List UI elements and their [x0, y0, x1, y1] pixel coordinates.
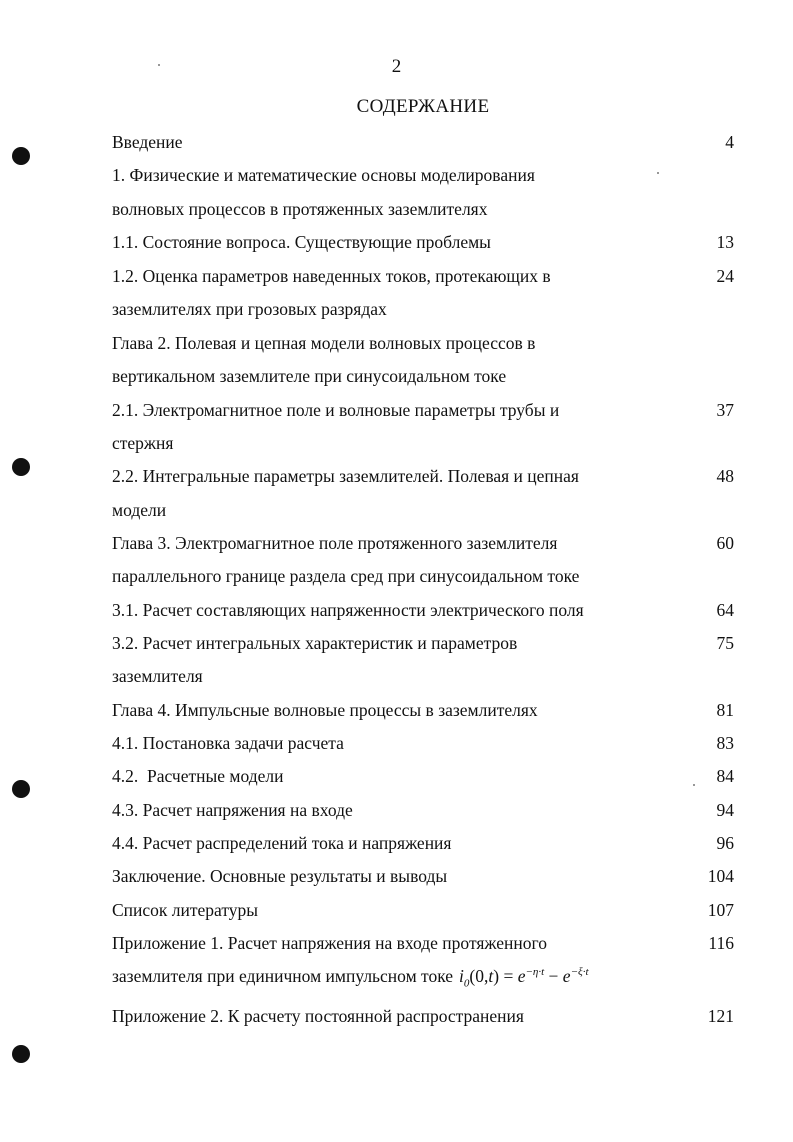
formula-subscript: 0 [463, 977, 470, 990]
toc-page: 107 [707, 900, 734, 920]
toc-text: Приложение 1. Расчет напряжения на входе протяженного [112, 933, 548, 953]
toc-text: 2.1. Электромагнитное поле и волновые параметры трубы и [112, 400, 560, 420]
toc-text: 4.3. Расчет напряжения на входе [112, 800, 353, 820]
toc-text: 3.1. Расчет составляющих напряженности электрического поля [112, 600, 584, 620]
toc-text: Приложение 2. К расчету постоянной распространения [112, 1006, 524, 1026]
toc-page: 4 [725, 132, 734, 152]
scan-speck [657, 172, 659, 174]
formula-e2: e [562, 966, 571, 986]
toc-text: заземлителя при единичном импульсном токе [112, 966, 454, 986]
toc-page: 96 [716, 833, 734, 853]
toc-text: 1.2. Оценка параметров наведенных токов, протекающих в [112, 266, 551, 286]
toc-text: 1. Физические и математические основы моделирования [112, 165, 535, 185]
toc-text: Глава 3. Электромагнитное поле протяженного заземлителя [112, 533, 558, 553]
page-number: 2 [391, 56, 402, 77]
formula-i: i [459, 966, 464, 986]
scan-speck [693, 784, 695, 786]
formula [459, 966, 589, 990]
toc-page: 81 [716, 700, 734, 720]
toc-text: 2.2. Интегральные параметры заземлителей. Полевая и цепная [112, 466, 579, 486]
formula-exp1: −η·t [525, 966, 545, 979]
toc-page: 83 [716, 733, 734, 753]
scan-speck [158, 64, 160, 66]
toc-page: 37 [716, 400, 734, 420]
formula-close: ) [493, 966, 500, 986]
toc-text: стержня [112, 433, 174, 453]
toc-text: Заключение. Основные результаты и выводы [112, 866, 448, 886]
toc-text: Список литературы [112, 900, 259, 920]
toc-page: 121 [707, 1006, 734, 1026]
toc-text: Глава 4. Импульсные волновые процессы в заземлителях [112, 700, 538, 720]
toc-text: Глава 2. Полевая и цепная модели волновых процессов в [112, 333, 536, 353]
formula-args: (0, [469, 966, 489, 986]
toc-page: 13 [716, 232, 734, 252]
toc-text: 4.2. Расчетные модели [112, 766, 284, 786]
toc-page: 64 [716, 600, 734, 620]
binder-hole [12, 147, 30, 165]
toc-page: 84 [716, 766, 734, 786]
toc-text: 4.4. Расчет распределений тока и напряжения [112, 833, 452, 853]
binder-hole [12, 780, 30, 798]
toc-page: 94 [716, 800, 734, 820]
toc-text: вертикальном заземлителе при синусоидальном токе [112, 366, 507, 386]
formula-e1: e [517, 966, 526, 986]
toc-text: 4.1. Постановка задачи расчета [112, 733, 344, 753]
toc-text: параллельного границе раздела сред при синусоидальном токе [112, 566, 580, 586]
toc-text: волновых процессов в протяженных заземлителях [112, 199, 488, 219]
toc-page: 104 [707, 866, 734, 886]
page-title: СОДЕРЖАНИЕ [356, 96, 490, 117]
toc-page: 24 [716, 266, 734, 286]
toc-text: модели [112, 500, 167, 520]
toc-text: заземлителя [112, 666, 203, 686]
toc-text-with-formula [112, 966, 589, 990]
binder-hole [12, 458, 30, 476]
toc-text: 3.2. Расчет интегральных характеристик и параметров [112, 633, 518, 653]
formula-eq: = [503, 966, 514, 986]
binder-hole [12, 1045, 30, 1063]
toc-page: 48 [716, 466, 734, 486]
formula-exp2: −ξ·t [570, 966, 589, 979]
toc-page: 116 [708, 933, 734, 953]
toc-text: заземлителях при грозовых разрядах [112, 299, 387, 319]
toc-page: 75 [716, 633, 734, 653]
toc-text: 1.1. Состояние вопроса. Существующие проблемы [112, 232, 491, 252]
toc-text: Введение [112, 132, 183, 152]
toc-page: 60 [716, 533, 734, 553]
formula-minus: − [548, 966, 559, 986]
formula-t: t [488, 966, 494, 986]
